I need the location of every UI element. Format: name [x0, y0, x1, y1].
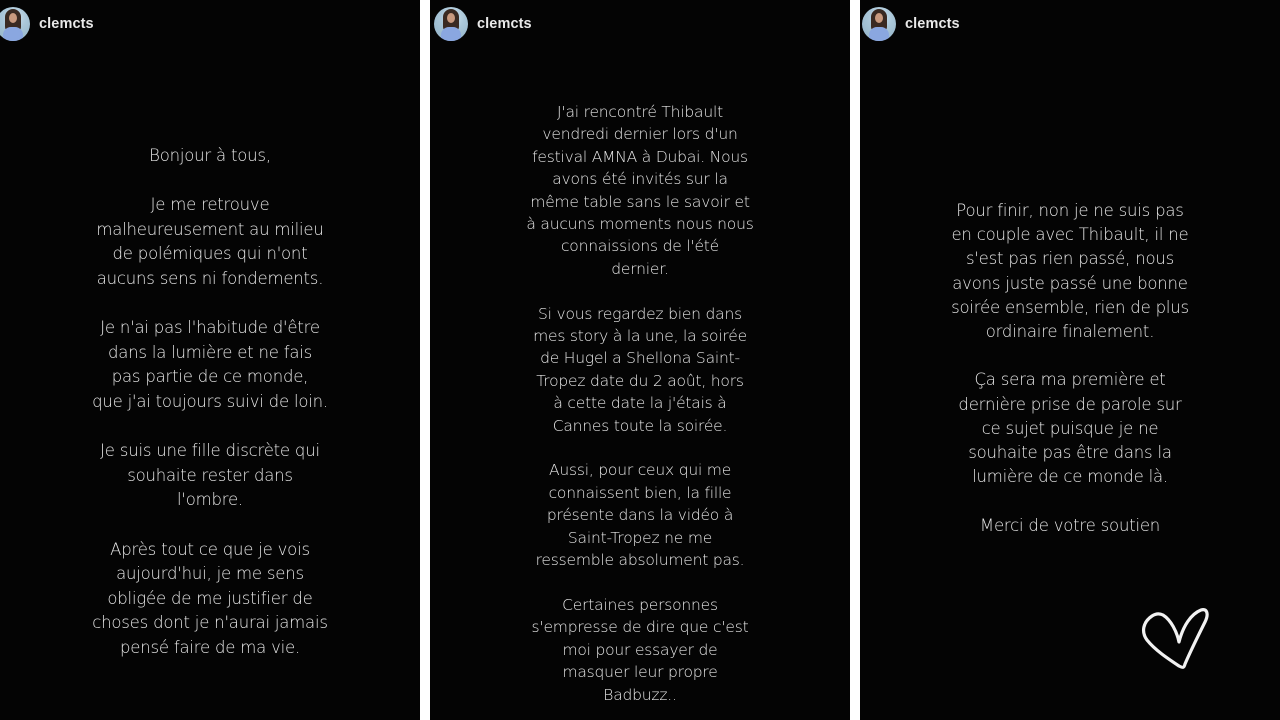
text-line: J'ai rencontré Thibault [557, 103, 723, 121]
text-line: Je n'ai pas l'habitude d'être [100, 318, 320, 338]
heart-icon [1139, 606, 1214, 678]
text-line: souhaite pas être dans la [968, 443, 1172, 463]
text-line: pas partie de ce monde, [111, 367, 309, 387]
paragraph [0, 439, 420, 513]
username[interactable]: clemcts [477, 16, 532, 32]
text-line: de polémiques qui n'ont [112, 244, 308, 264]
text-line: ressemble absolument pas. [535, 551, 745, 570]
text-line: Certaines personnes [562, 595, 718, 614]
text-line: Cannes toute la soirée. [552, 416, 728, 435]
text-line: Merci de votre soutien [979, 515, 1161, 535]
avatar[interactable] [0, 7, 30, 41]
text-line: moi pour essayer de [562, 640, 718, 659]
text-line: vendredi dernier lors d'un [542, 125, 738, 144]
text-line: Badbuzz.. [603, 685, 677, 704]
text-line: s'est pas rien passé, nous [965, 249, 1175, 269]
text-line: Saint-Tropez ne me [567, 528, 713, 547]
paragraph [430, 594, 850, 706]
text-line: dernière prise de parole sur [958, 394, 1182, 414]
text-line: dans la lumière et ne fais [107, 342, 313, 362]
story-header[interactable] [0, 6, 94, 42]
text-line: Je me retrouve [150, 195, 270, 215]
text-line: avons juste passé une bonne [952, 273, 1188, 293]
paragraph [430, 101, 850, 280]
text-line: Après tout ce que je vois [110, 539, 310, 559]
text-line: connaissions de l'été [560, 237, 720, 256]
paragraph [860, 368, 1280, 489]
avatar[interactable] [862, 7, 896, 41]
text-line: ordinaire finalement. [985, 322, 1155, 342]
text-line: même table sans le savoir et [530, 192, 750, 211]
text-line: de Hugel a Shellona Saint- [540, 349, 740, 368]
text-line: obligée de me justifier de [107, 588, 313, 608]
text-line: aujourd'hui, je me sens [116, 564, 304, 584]
text-line: malheureusement au milieu [96, 219, 324, 239]
paragraph [0, 316, 420, 414]
text-line: masquer leur propre [562, 663, 718, 682]
avatar[interactable] [434, 7, 468, 41]
text-line: souhaite rester dans [127, 465, 293, 485]
text-line: Bonjour à tous, [149, 146, 271, 165]
text-line: Pour finir, non je ne suis pas [956, 201, 1184, 220]
story-panel-2 [430, 0, 850, 720]
text-line: pensé faire de ma vie. [119, 637, 301, 657]
text-line: présente dans la vidéo à [546, 506, 734, 525]
paragraph [430, 303, 850, 437]
text-line: Je suis une fille discrète qui [100, 441, 320, 461]
paragraph [0, 538, 420, 661]
text-line: aucuns sens ni fondements. [96, 268, 324, 288]
text-line: à aucuns moments nous nous [526, 215, 754, 234]
text-line: festival AMNA à Dubai. Nous [532, 147, 748, 166]
story-panel-3 [860, 0, 1280, 720]
text-line: que j'ai toujours suivi de loin. [92, 391, 328, 411]
paragraph [860, 199, 1280, 344]
text-line: mes story à la une, la soirée [533, 327, 747, 346]
text-line: dernier. [611, 259, 669, 278]
paragraph [0, 144, 420, 169]
text-line: en couple avec Thibault, il ne [951, 225, 1189, 245]
username[interactable]: clemcts [905, 16, 960, 32]
text-line: Tropez date du 2 août, hors [536, 371, 744, 390]
text-line: à cette date la j'étais à [553, 394, 727, 413]
story-text [430, 101, 850, 720]
text-line: s'empresse de dire que c'est [531, 618, 749, 637]
paragraph [0, 193, 420, 291]
text-line: choses dont je n'aurai jamais [92, 613, 328, 633]
text-line: avons été invités sur la [552, 170, 728, 189]
story-text [0, 144, 420, 685]
username[interactable]: clemcts [39, 16, 94, 32]
text-line: ce sujet puisque je ne [981, 418, 1159, 438]
paragraph [430, 459, 850, 571]
text-line: Aussi, pour ceux qui me [548, 461, 732, 480]
text-line: l'ombre. [177, 490, 243, 510]
text-line: connaissent bien, la fille [548, 483, 732, 502]
text-line: Ça sera ma première et [974, 370, 1166, 390]
text-line: Si vous regardez bien dans [538, 304, 742, 323]
text-line: soirée ensemble, rien de plus [951, 297, 1189, 317]
story-header[interactable] [862, 6, 960, 42]
story-header[interactable] [434, 6, 532, 42]
text-line: lumière de ce monde là. [972, 467, 1168, 487]
story-panel-1 [0, 0, 420, 720]
paragraph [860, 514, 1280, 538]
story-text [860, 199, 1280, 562]
